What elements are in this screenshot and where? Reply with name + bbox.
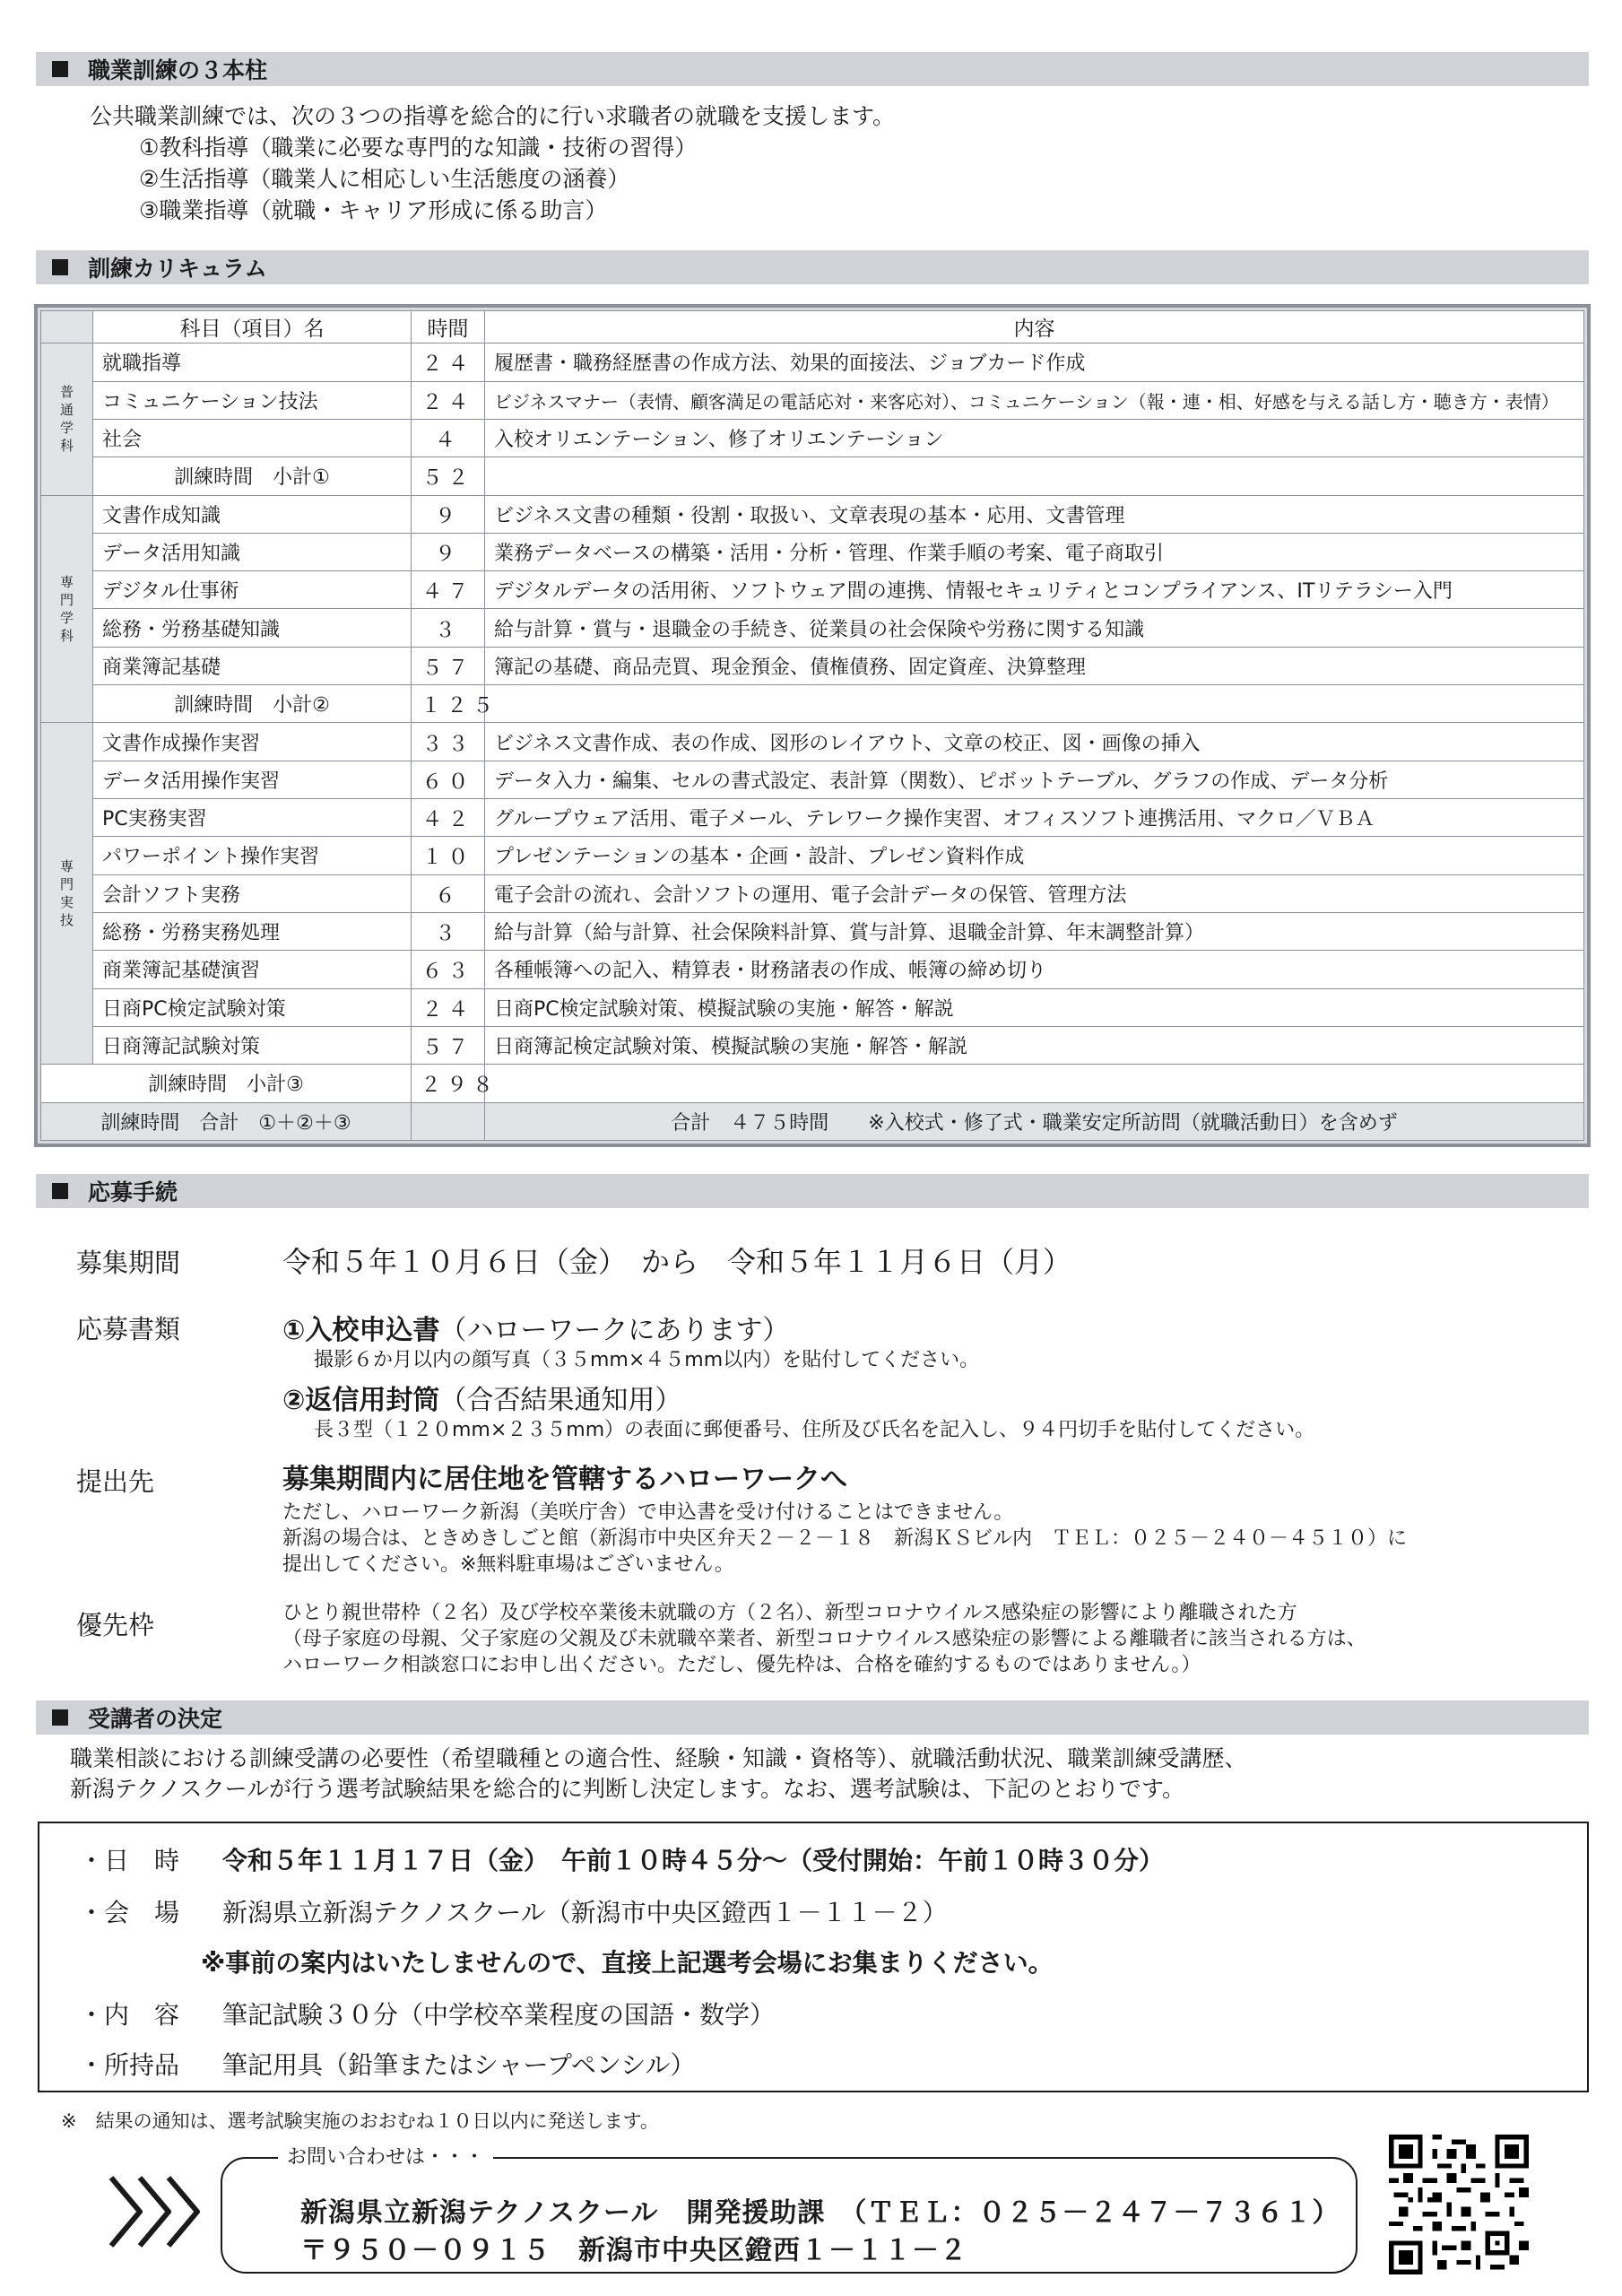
table-row: コミュニケーション技法 ２４ ビジネスマナー（表情、顧客満足の電話応対・来客応対）、コミュニケーション（報・連・相、好感を与える話し方・聴き方・表情） — [41, 381, 1584, 419]
table-row: 普 通 学 科 就職指導 ２４ 履歴書・職務経歴書の作成方法、効果的面接法、ジョブカード作成 — [41, 344, 1584, 381]
period-label: 募集期間 — [76, 1248, 181, 1278]
triple-chevron-right-icon — [106, 2170, 213, 2253]
table-row: 日商PC検定試験対策 ２４ 日商PC検定試験対策、模擬試験の実施・解答・解説 — [41, 988, 1584, 1026]
exam-details-box — [38, 1822, 1589, 2092]
square-bullet-icon — [52, 1709, 68, 1726]
table-row: PC実務実習 ４２ グループウェア活用、電子メール、テレワーク操作実習、オフィスソフト連携活用、マクロ／ＶＢＡ — [41, 799, 1584, 837]
section-header-curriculum: 訓練カリキュラム — [36, 250, 1589, 284]
subtotal-row: 訓練時間 小計① ５２ — [41, 457, 1584, 495]
priority-label: 優先枠 — [76, 1610, 155, 1640]
exam-content: ・内 容 筆記試験３０分（中学校卒業程度の国語・数学） — [79, 2000, 776, 2030]
contact-title: お問い合わせは・・・ — [278, 2142, 493, 2170]
doc2: ②返信用封筒（合否結果通知用） — [282, 1385, 682, 1416]
submit-main: 募集期間内に居住地を管轄するハローワークへ — [282, 1464, 847, 1495]
period-value: 令和５年１０月６日（金） から 令和５年１１月６日（月） — [282, 1245, 1072, 1279]
table-row: 日商簿記試験対策 ５７ 日商簿記検定試験対策、模擬試験の実施・解答・解説 — [41, 1026, 1584, 1064]
table-header-row: 科目（項目）名 時間 内容 — [41, 311, 1584, 344]
square-bullet-icon — [52, 61, 68, 77]
table-row: 総務・労務実務処理 ３ 給与計算（給与計算、社会保険料計算、賞与計算、退職金計算、年末調整計算） — [41, 912, 1584, 950]
doc2-note: 長３型（１２０mm×２３５mm）の表面に郵便番号、住所及び氏名を記入し、９４円切手を貼付してください。 — [314, 1419, 1315, 1441]
table-row: データ活用知識 ９ 業務データベースの構築・活用・分析・管理、作業手順の考案、電子商取引 — [41, 533, 1584, 570]
table-row: 商業簿記基礎演習 ６３ 各種帳簿への記入、精算表・財務諸表の作成、帳簿の締め切り — [41, 951, 1584, 988]
curriculum-table — [34, 304, 1591, 1147]
table-row: 専 門 学 科 文書作成知識 ９ ビジネス文書の種類・役割・取扱い、文章表現の基本・応用、文書管理 — [41, 495, 1584, 533]
exam-venue-note: ※事前の案内はいたしませんので、直接上記選考会場にお集まりください。 — [201, 1948, 1054, 1978]
subtotal-row: 訓練時間 小計② １２５ — [41, 685, 1584, 723]
section-header-pillars: 職業訓練の３本柱 — [36, 52, 1589, 86]
result-note: ※ 結果の通知は、選考試験実施のおおむね１０日以内に発送します。 — [61, 2110, 659, 2132]
table-row: データ活用操作実習 ６０ データ入力・編集、セルの書式設定、表計算（関数）、ピボットテーブル、グラフの作成、データ分析 — [41, 761, 1584, 798]
square-bullet-icon — [52, 259, 68, 275]
table-row: 専 門 実 技 文書作成操作実習 ３３ ビジネス文書作成、表の作成、図形のレイアウト、文章の校正、図・画像の挿入 — [41, 723, 1584, 761]
exam-items: ・所持品 筆記用具（鉛筆またはシャープペンシル） — [79, 2050, 696, 2080]
total-row: 訓練時間 合計 ①＋②＋③ 合計 ４７５時間 ※入校式・修了式・職業安定所訪問（就職活動日）を含めず — [41, 1102, 1584, 1140]
table-row: 社会 ４ 入校オリエンテーション、修了オリエンテーション — [41, 419, 1584, 457]
doc1-note: 撮影６か月以内の顔写真（３５mm×４５mm以内）を貼付してください。 — [314, 1349, 980, 1371]
decision-text: 職業相談における訓練受講の必要性（希望職種との適合性、経験・知識・資格等）、就職活動状況、職業訓練受講歴、 新潟テクノスクールが行う選考試験結果を総合的に判断し決定します。なお、選考試験は、下記のとおりです。 — [70, 1745, 1247, 1802]
category-general: 普 通 学 科 — [41, 344, 93, 495]
category-specialized-theory: 専 門 学 科 — [41, 495, 93, 723]
exam-date: ・日 時 令和５年１１月１７日（金） 午前１０時４５分～（受付開始：午前１０時３０分） — [79, 1846, 1165, 1875]
table-row: 会計ソフト実務 ６ 電子会計の流れ、会計ソフトの運用、電子会計データの保管、管理方法 — [41, 874, 1584, 912]
table-row: デジタル仕事術 ４７ デジタルデータの活用術、ソフトウェア間の連携、情報セキュリティとコンプライアンス、ITリテラシー入門 — [41, 571, 1584, 609]
table-row: 総務・労務基礎知識 ３ 給与計算・賞与・退職金の手続き、従業員の社会保険や労務に関する知識 — [41, 609, 1584, 647]
table-row: パワーポイント操作実習 １０ プレゼンテーションの基本・企画・設計、プレゼン資料作成 — [41, 837, 1584, 874]
square-bullet-icon — [52, 1183, 68, 1199]
submit-notes: ただし、ハローワーク新潟（美咲庁舎）で申込書を受け付けることはできません。 新潟の場合は、ときめきしごと館（新潟市中央区弁天２－２－１８ 新潟ＫＳビル内 ＴＥＬ：０２５－２４０－４５１０）に 提出してください。※無料駐車場はございません。 — [282, 1501, 1408, 1576]
pillars-text: 公共職業訓練では、次の３つの指導を総合的に行い求職者の就職を支援します。 ①教科指導（職業に必要な専門的な知識・技術の習得） ②生活指導（職業人に相応しい生活態度の涵養） ③職業指導（就職・キャリア形成に係る助言） — [90, 103, 896, 223]
section-header-decision: 受講者の決定 — [36, 1700, 1589, 1735]
category-specialized-practice: 専 門 実 技 — [41, 723, 93, 1065]
priority-notes: ひとり親世帯枠（２名）及び学校卒業後未就職の方（２名）、新型コロナウイルス感染症の影響により離職された方 （母子家庭の母親、父子家庭の父親及び未就職卒業者、新型コロナウイルス感染症の影響による離職者に該当される方は、 ハローワーク相談窓口にお申し出ください。ただし、優先枠は、合格を確約するものではありません。） — [282, 1602, 1366, 1676]
qr-code-icon[interactable] — [1389, 2135, 1529, 2274]
submit-label: 提出先 — [76, 1466, 155, 1497]
docs-label: 応募書類 — [76, 1314, 181, 1344]
contact-line-2: 〒９５０－０９１５ 新潟市中央区鐙西１－１１－２ — [300, 2235, 967, 2266]
contact-line-1: 新潟県立新潟テクノスクール 開発援助課 （ＴＥＬ：０２５－２４７－７３６１） — [300, 2197, 1340, 2229]
exam-venue: ・会 場 新潟県立新潟テクノスクール（新潟市中央区鐙西１－１１－２） — [79, 1898, 948, 1927]
subtotal-row: 訓練時間 小計③ ２９８ — [41, 1065, 1584, 1102]
table-row: 商業簿記基礎 ５７ 簿記の基礎、商品売買、現金預金、債権債務、固定資産、決算整理 — [41, 647, 1584, 684]
section-header-application: 応募手続 — [36, 1174, 1589, 1208]
doc1: ①入校申込書（ハローワークにあります） — [282, 1315, 790, 1346]
